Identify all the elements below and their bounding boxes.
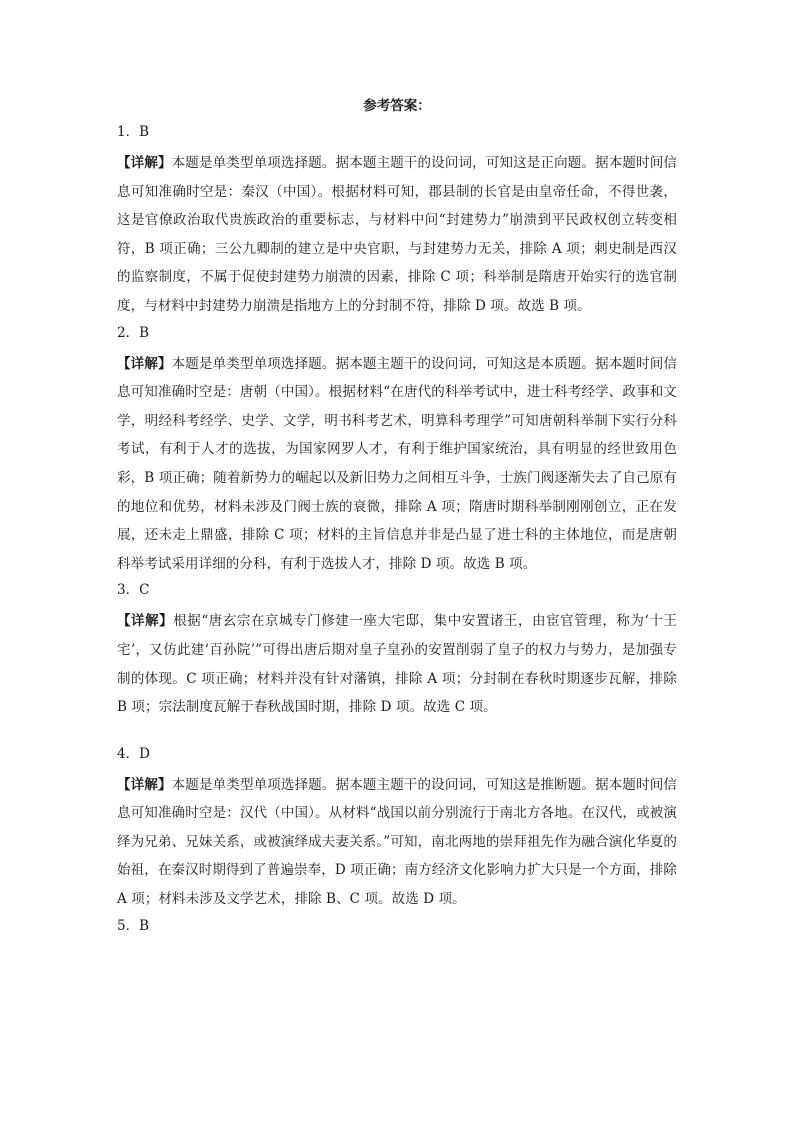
answer-section xyxy=(117,96,677,943)
answer-explanation xyxy=(117,149,677,321)
explanation-tag: 【详解】 xyxy=(117,776,172,793)
explanation-tag: 【详解】 xyxy=(117,355,172,372)
answer-number: 2．B xyxy=(117,324,150,341)
answer-explanation xyxy=(117,771,677,914)
explanation-text: 本题是单类型单项选择题。据本题主题干的设问词，可知这是正向题。据本题时间信息可知准确时空是：秦汉（中国）。根据材料可知，郡县制的长官是由皇帝任命，不得世袭，这是官僚政治取代贵族政治的重要标志，与材料中问“封建势力”崩溃到平民政权创立转变相符，B 项正确；三公九卿制的建立是中央官职，与封建势力无关，排除 A 项；刺史制是西汉的监察制度，不属于促使封建势力崩溃的因素，排除 C 项；科举制是隋唐开始实行的选官制度，与材料中封建势力崩溃是指地方上的分封制不符，排除 D 项。故选 B 项。 xyxy=(117,155,677,314)
answer-explanation xyxy=(117,350,677,579)
answer-item-3 xyxy=(117,580,677,721)
answer-number: 1．B xyxy=(117,124,150,140)
answer-number: 5．B xyxy=(117,917,150,934)
explanation-text: 根据“唐玄宗在京城专门修建一座大宅邸，集中安置诸王，由宦官管理，称为‘十王宅’，又仿此建‘百孙院’”可得出唐后期对皇子皇孙的安置削弱了皇子的权力与势力，是加强专制的体现。C 项正确；材料并没有针对藩镇，排除 A 项；分封制在春秋时期逐步瓦解，排除 B 项；宗法制度瓦解于春秋战国时期，排除 D 项。故选 C 项。 xyxy=(117,613,677,716)
explanation-text: 本题是单类型单项选择题。据本题主题干的设问词，可知这是推断题。据本题时间信息可知准确时空是：汉代（中国）。从材料“战国以前分别流行于南北方各地。在汉代，或被演绎为兄弟、兄妹关系，或被演绎成夫妻关系。”可知，南北两地的崇拜祖先作为融合演化华夏的始祖，在秦汉时期得到了普遍崇奉，D 项正确；南方经济文化影响力扩大只是一个方面，排除 A 项；材料未涉及文学艺术，排除 B、C 项。故选 D 项。 xyxy=(117,776,677,908)
answer-number: 3．C xyxy=(117,582,150,599)
explanation-tag: 【详解】 xyxy=(117,155,172,171)
explanation-tag: 【详解】 xyxy=(117,613,174,630)
answer-number: 4．D xyxy=(117,745,150,762)
spacer xyxy=(117,724,677,744)
answer-item-5 xyxy=(117,916,677,937)
answer-item-1 xyxy=(117,122,677,321)
explanation-text: 本题是单类型单项选择题。据本题主题干的设问词，可知这是本质题。据本题时间信息可知准确时空是：唐朝（中国）。根据材料“在唐代的科举考试中，进士科考经学、政事和文学，明经科考经学、史学、文学，明书科考艺术，明算科考理学”可知唐朝科举制下实行分科考试，有利于人才的选拔，为国家网罗人才，有利于维护国家统治，具有明显的经世致用色彩，B 项正确；随着新势力的崛起以及新旧势力之间相互斗争，士族门阀逐渐失去了自己原有的地位和优势，材料未涉及门阀士族的衰微，排除 A 项；隋唐时期科举制刚刚创立，正在发展，还未走上鼎盛，排除 C 项；材料的主旨信息并非是凸显了进士科的主体地位，而是唐朝科举考试采用详细的分科，有利于选拔人才，排除 D 项。故选 B 项。 xyxy=(117,355,677,572)
answer-explanation xyxy=(117,607,677,721)
answer-item-2 xyxy=(117,323,677,579)
page-title: 参考答案： xyxy=(363,98,431,114)
answer-item-4 xyxy=(117,744,677,914)
